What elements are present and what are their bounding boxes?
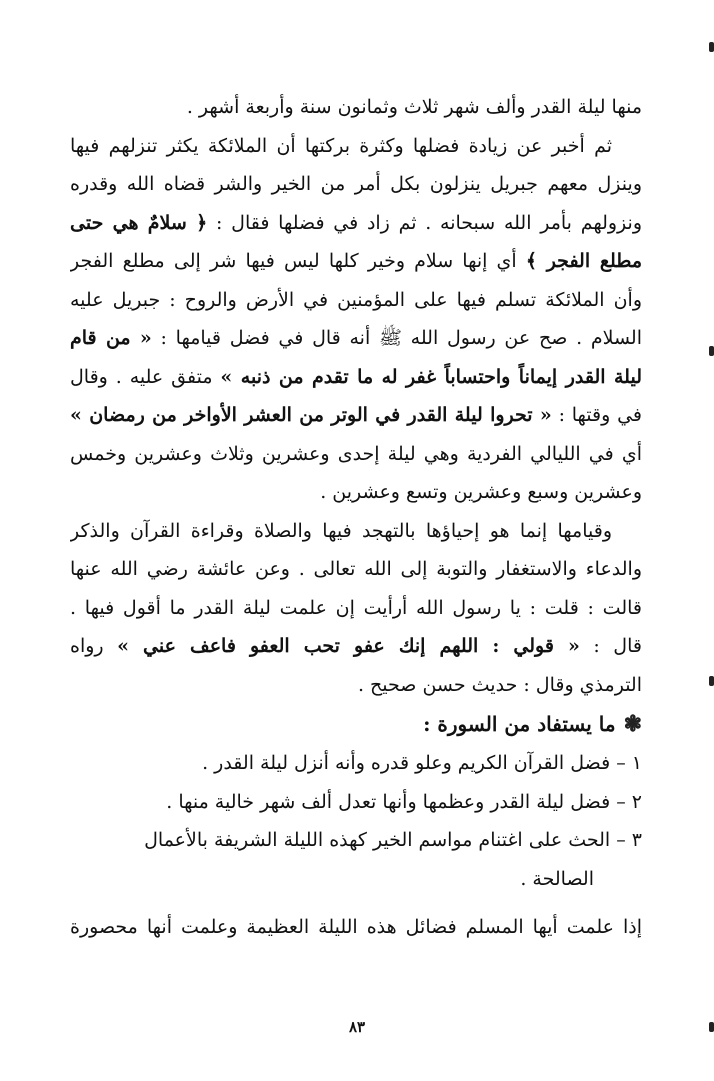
paragraph-line: وأن الملائكة تسلم فيها على المؤمنين في الأرض والروح : جبريل عليه [70, 288, 642, 311]
paragraph-line: وعشرين وسبع وعشرين وتسع وعشرين . [320, 481, 642, 503]
paragraph-line: والدعاء والاستغفار والتوبة إلى الله تعالى . وعن عائشة رضي الله عنها [70, 558, 642, 580]
paragraph-line [70, 204, 642, 243]
list-item: ٢ – فضل ليلة القدر وعظمها وأنها تعدل ألف شهر خالية منها . [166, 790, 642, 813]
line-text: أي إنها سلام وخير كلها ليس فيها شر إلى مطلع الفجر [70, 250, 526, 272]
line-text: متفق عليه . وقال [70, 365, 221, 388]
page-body [70, 88, 642, 947]
hadith-quote: ليلة القدر إيماناً واحتساباً غفر له ما تقدم من ذنبه » [220, 365, 642, 388]
list-item: ٣ – الحث على اغتنام مواسم الخير كهذه الليلة الشريفة بالأعمال [144, 829, 642, 851]
hadith-quote: « قولي : اللهم إنك عفو تحب العفو فاعف عني » [117, 635, 580, 657]
page-edge-mark [709, 346, 714, 356]
paragraph-line [70, 358, 642, 397]
paragraph-line: الترمذي وقال : حديث حسن صحيح . [357, 673, 642, 696]
line-text: رواه [70, 635, 118, 657]
paragraph-line: إذا علمت أيها المسلم فضائل هذه الليلة العظيمة وعلمت أنها محصورة [70, 916, 642, 938]
paragraph-line: أي في الليالي الفردية وهي ليلة إحدى وعشرين وثلاث وعشرين وخمس [70, 442, 642, 465]
paragraph-line: قالت : قلت : يا رسول الله أرأيت إن علمت ليلة القدر ما أقول فيها . [70, 596, 642, 619]
flower-icon: ❃ [623, 711, 642, 737]
paragraph-line: منها ليلة القدر وألف شهر ثلاث وثمانون سنة وأربعة أشهر . [186, 96, 642, 118]
list-item-continuation: الصالحة . [520, 867, 594, 890]
paragraph-line [70, 242, 642, 281]
line-text: ونزولهم بأمر الله سبحانه . ثم زاد في فضلها فقال : [207, 211, 642, 234]
section-heading-title: ما يستفاد من السورة : [423, 712, 616, 736]
page-number: ٨٣ [348, 1018, 366, 1036]
line-text: في وقتها : [551, 404, 642, 426]
paragraph-line: ثم أخبر عن زيادة فضلها وكثرة بركتها أن الملائكة يكثر تنزلهم فيها [70, 134, 612, 157]
hadith-quote: « تحروا ليلة القدر في الوتر من العشر الأواخر من رمضان » [70, 404, 552, 426]
hadith-quote: « من قام [70, 327, 152, 349]
paragraph-line: وقيامها إنما هو إحياؤها بالتهجد فيها والصلاة وقراءة القرآن والذكر [70, 519, 612, 542]
paragraph-line [70, 396, 642, 435]
page-edge-mark [709, 676, 714, 686]
paragraph-line [70, 627, 642, 666]
page-edge-mark [709, 42, 714, 52]
line-text: السلام . صح عن رسول الله ﷺ أنه قال في فضل قيامها : [151, 327, 642, 349]
quran-verse: مطلع الفجر ﴾ [525, 250, 642, 272]
list-item: ١ – فضل القرآن الكريم وعلو قدره وأنه أنزل ليلة القدر . [202, 752, 642, 774]
paragraph-line [70, 319, 642, 358]
quran-verse: ﴿ سلامٌ هي حتى [70, 211, 208, 234]
paragraph-gap [70, 898, 642, 908]
paragraph-line: وينزل معهم جبريل ينزلون بكل أمر من الخير والشر قضاه الله وقدره [70, 173, 642, 195]
section-heading [70, 704, 642, 744]
line-text: قال : [579, 635, 642, 657]
